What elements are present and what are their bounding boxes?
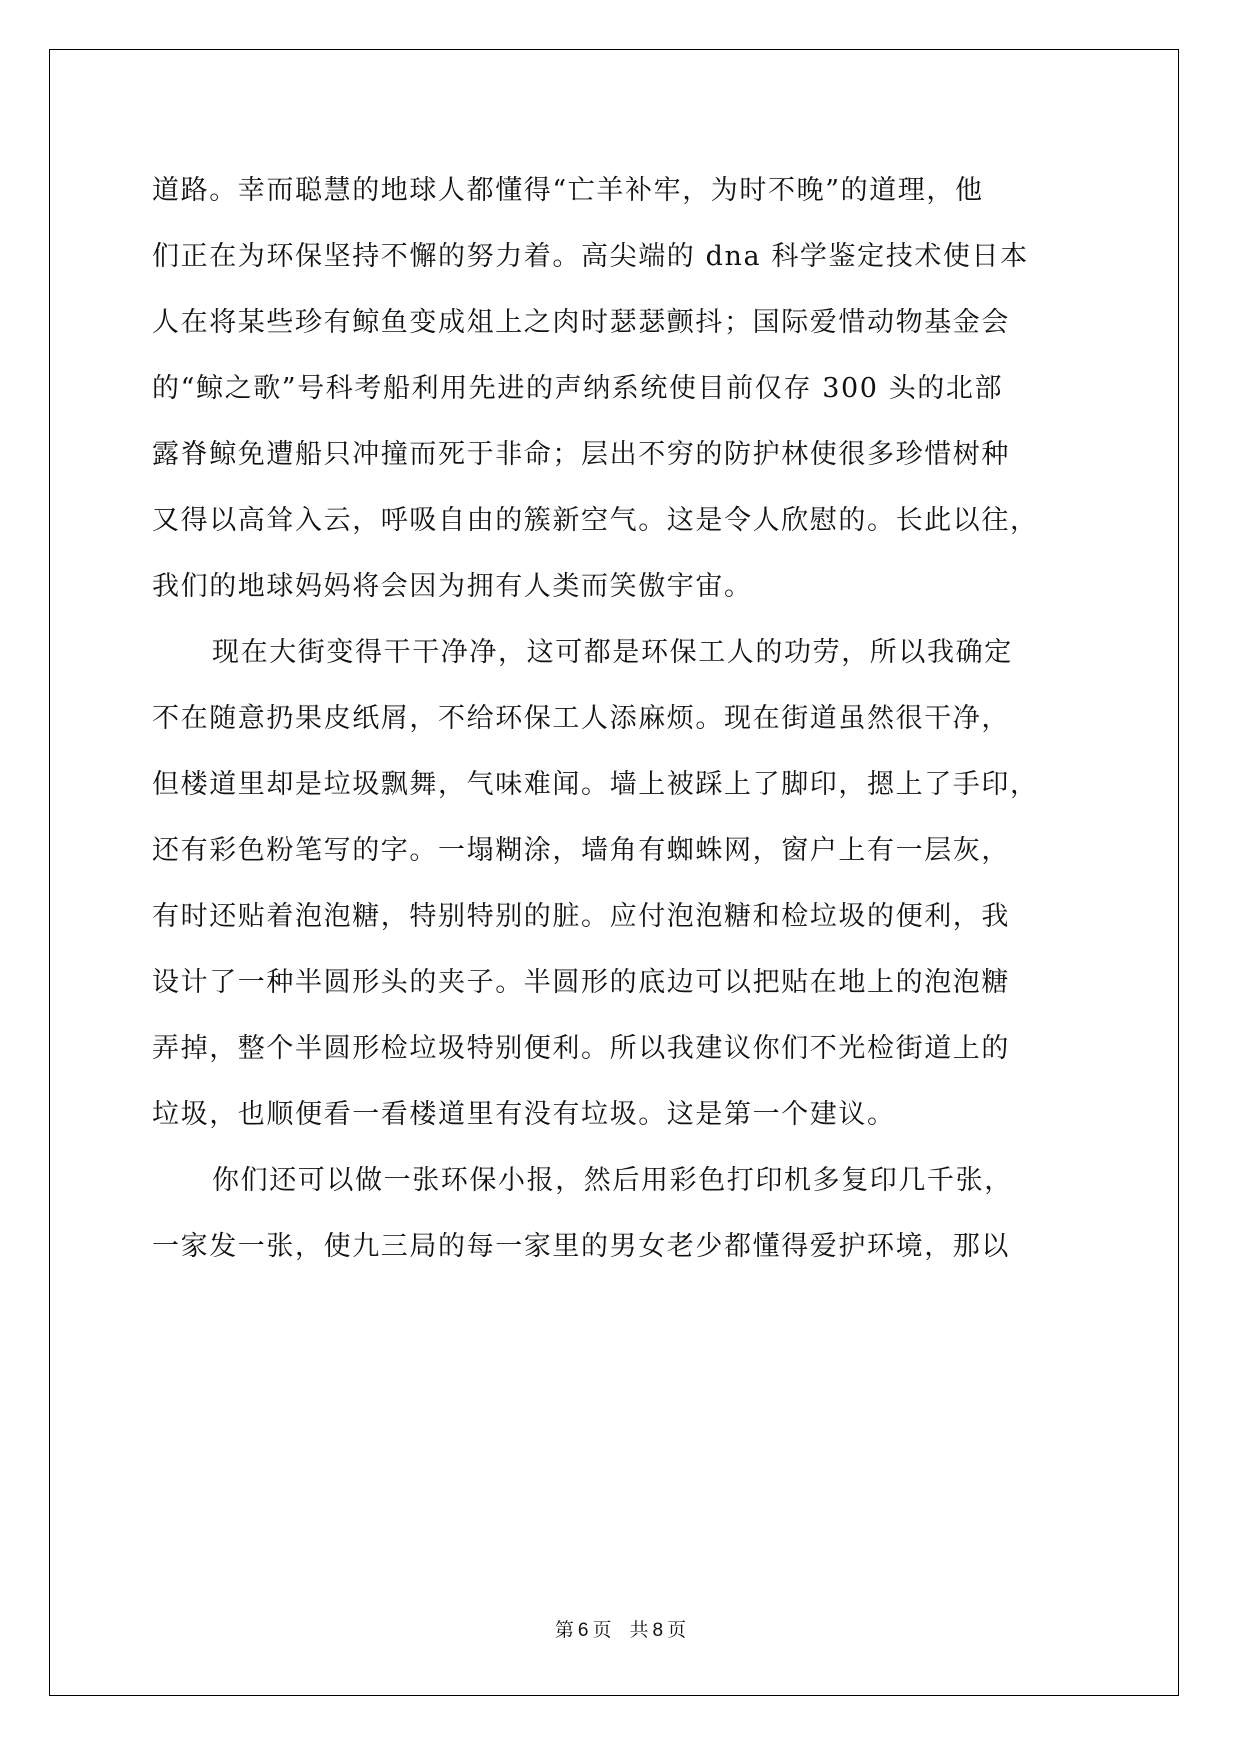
text-line: 不在随意扔果皮纸屑，不给环保工人添麻烦。现在街道虽然很干净， [152,703,1010,734]
text-line: 我们的地球妈妈将会因为拥有人类而笑傲宇宙。 [152,571,753,602]
footer-total-suffix: 页 [667,1619,687,1641]
footer-total-prefix: 共 [629,1619,649,1641]
text-line: 设计了一种半圆形头的夹子。半圆形的底边可以把贴在地上的泡泡糖 [152,967,1010,998]
text-line: 垃圾，也顺便看一看楼道里有没有垃圾。这是第一个建议。 [152,1099,896,1130]
text-line: 还有彩色粉笔写的字。一塌糊涂，墙角有蜘蛛网，窗户上有一层灰， [152,835,1010,866]
document-body [152,158,1092,1280]
text-line: 又得以高耸入云，呼吸自由的簇新空气。这是令人欣慰的。长此以往， [152,505,1039,536]
page-footer [0,1615,1241,1642]
text-line: 现在大街变得干干净净，这可都是环保工人的功劳，所以我确定 [212,637,1013,668]
text-line: 人在将某些珍有鲸鱼变成俎上之肉时瑟瑟颤抖；国际爱惜动物基金会 [152,307,1010,338]
footer-page-suffix: 页 [592,1619,612,1641]
footer-page-number: 6 [577,1620,589,1641]
text-line: 一家发一张，使九三局的每一家里的男女老少都懂得爱护环境，那以 [152,1231,1010,1262]
text-line: 道路。幸而聪慧的地球人都懂得“亡羊补牢，为时不晚”的道理，他 [152,175,984,206]
text-line: 你们还可以做一张环保小报，然后用彩色打印机多复印几千张， [212,1165,1013,1196]
text-line: 但楼道里却是垃圾飘舞，气味难闻。墙上被踩上了脚印，摁上了手印， [152,769,1039,800]
text-line: 露脊鲸免遭船只冲撞而死于非命；层出不穷的防护林使很多珍惜树种 [152,439,1010,470]
text-line: 们正在为环保坚持不懈的努力着。高尖端的 dna 科学鉴定技术使日本 [152,241,1029,272]
text-line: 有时还贴着泡泡糖，特别特别的脏。应付泡泡糖和检垃圾的便利，我 [152,901,1010,932]
text-line: 的“鲸之歌”号科考船利用先进的声纳系统使目前仅存 300 头的北部 [152,373,1004,404]
footer-page-prefix: 第 [554,1619,574,1641]
footer-total-pages: 8 [652,1620,664,1641]
text-line: 弄掉，整个半圆形检垃圾特别便利。所以我建议你们不光检街道上的 [152,1033,1010,1064]
